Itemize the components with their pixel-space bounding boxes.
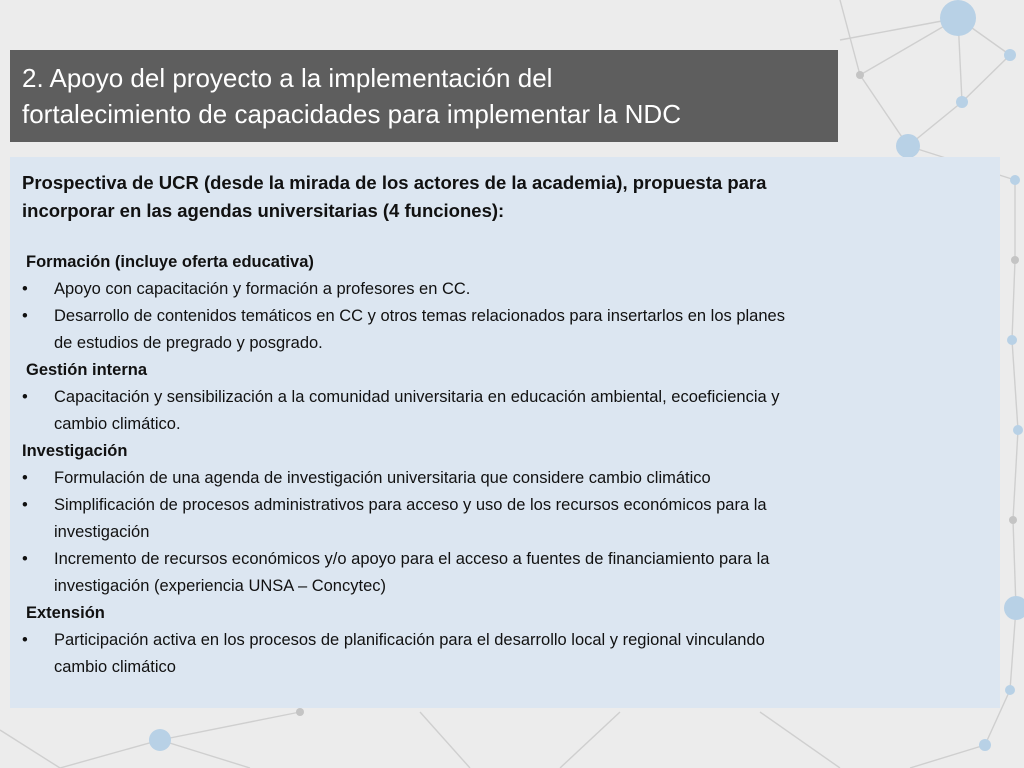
- bullet-marker: •: [22, 631, 28, 649]
- section-title-investigacion: Investigación: [22, 442, 128, 460]
- bullet-text: Desarrollo de contenidos temáticos en CC y otros temas relacionados para insertarlos en los planes: [54, 307, 785, 325]
- bullet-text: Capacitación y sensibilización a la comunidad universitaria en educación ambiental, ecoeficiencia y: [54, 388, 780, 406]
- bullet-item: [22, 303, 988, 357]
- content-heading-line-1: Prospectiva de UCR (desde la mirada de los actores de la academia), propuesta para: [22, 172, 767, 193]
- bullet-item: [22, 384, 988, 438]
- content-heading-line-2: incorporar en las agendas universitarias (4 funciones):: [22, 200, 505, 221]
- slide-title-bar: [10, 50, 838, 142]
- content-heading: [22, 169, 988, 225]
- content-box: [10, 157, 1000, 708]
- bullet-marker: •: [22, 388, 28, 406]
- slide-title-line-1: 2. Apoyo del proyecto a la implementación del: [22, 63, 553, 93]
- bullet-marker: •: [22, 469, 28, 487]
- bullet-item: [22, 627, 988, 681]
- bullet-item: [22, 276, 988, 303]
- bullet-marker: •: [22, 496, 28, 514]
- bullet-item: [22, 546, 988, 600]
- section-title-gestion-interna: Gestión interna: [26, 361, 148, 379]
- bullet-text: cambio climático: [54, 658, 176, 676]
- slide-title-line-2: fortalecimiento de capacidades para implementar la NDC: [22, 99, 681, 129]
- bullet-marker: •: [22, 550, 28, 568]
- bullet-item: [22, 492, 988, 546]
- bullet-text: Formulación de una agenda de investigación universitaria que considere cambio climático: [54, 469, 711, 487]
- bullet-text: de estudios de pregrado y posgrado.: [54, 334, 323, 352]
- bullet-marker: •: [22, 307, 28, 325]
- bullet-marker: •: [22, 280, 28, 298]
- section-title-extension: Extensión: [26, 604, 105, 622]
- bullet-text: Participación activa en los procesos de planificación para el desarrollo local y regional vinculando: [54, 631, 765, 649]
- bullet-text: Simplificación de procesos administrativos para acceso y uso de los recursos económicos para la: [54, 496, 767, 514]
- bullet-text: cambio climático.: [54, 415, 181, 433]
- bullet-text: Incremento de recursos económicos y/o apoyo para el acceso a fuentes de financiamiento para la: [54, 550, 770, 568]
- bullet-text: investigación (experiencia UNSA – Concytec): [54, 577, 386, 595]
- section-title-formacion: Formación (incluye oferta educativa): [26, 253, 314, 271]
- bullet-text: Apoyo con capacitación y formación a profesores en CC.: [54, 280, 471, 298]
- bullet-text: investigación: [54, 523, 150, 541]
- bullet-item: [22, 465, 988, 492]
